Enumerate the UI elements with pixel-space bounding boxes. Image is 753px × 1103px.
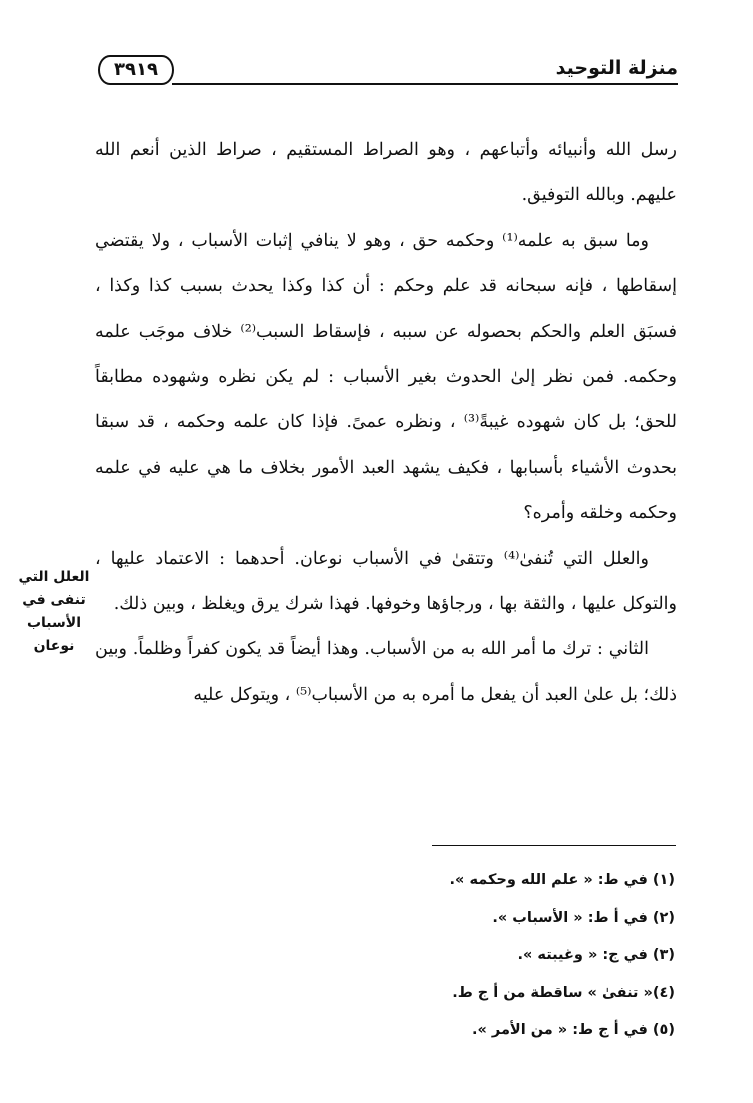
page-header [98,55,678,91]
margin-note-line: الأسباب [26,615,82,631]
main-text [95,128,677,718]
paragraph: رسل الله وأنبيائه وأتباعهم ، وهو الصراط المستقيم ، صراط الذين أنعم الله عليهم. وبالله التوفيق. [95,140,677,206]
footnote: (٣) في ج: « وغيبته ». [517,947,675,963]
footnote: (٢) في أ ط: « الأسباب ». [492,909,675,926]
footnote: (١) في ط: « علم الله وحكمه ». [449,872,675,888]
paragraph: وما سبق به علمه⁽¹⁾ وحكمه حق ، وهو لا ينافي إثبات الأسباب ، ولا يقتضي إسقاطها ، فإنه سبحانه قد علم وحكم : أن كذا وكذا يحدث بسبب كذا وكذا ، فسبَق العلم والحكم بحصوله عن سببه ، فإسقاط السبب⁽²⁾ خلاف موجَب علمه وحكمه. فمن نظر إلىٰ الحدوث بغير الأسباب : لم يكن نظره وشهوده مطابقاً للحق؛ بل كان شهوده غيبةً⁽³⁾ ، ونظره عمىً. فإذا كان علمه وحكمه ، قد سبقا بحدوث الأشياء بأسبابها ، فكيف يشهد العبد الأمور بخلاف ما هي عليه في علمه وحكمه وخلقه وأمره؟ [95,230,677,524]
footnote: (٤)« تنفىٰ » ساقطة من أ ج ط. [452,984,675,1001]
footnote-separator [432,845,676,846]
footnote: (٥) في أ ج ط: « من الأمر ». [472,1022,675,1038]
margin-note-line: العلل التي [18,569,90,585]
footnotes [295,862,675,1050]
header-rule [172,83,678,85]
margin-note [16,566,92,658]
margin-note-line: نوعان [33,638,75,654]
page-number-badge: ٣٩١٩ [98,55,174,85]
running-title: منزلة التوحيد [555,57,678,79]
paragraph: الثاني : ترك ما أمر الله به من الأسباب. وهذا أيضاً قد يكون كفراً وظلماً. وبين ذلك؛ بل علىٰ العبد أن يفعل ما أمره به من الأسباب⁽⁵⁾ ، ويتوكل عليه [95,639,677,705]
paragraph: والعلل التي تُنفىٰ⁽⁴⁾ وتتقىٰ في الأسباب نوعان. أحدهما : الاعتماد عليها ، والتوكل عليها ، والثقة بها ، ورجاؤها وخوفها. فهذا شرك يرق ويغلظ ، وبين ذلك. [95,548,677,615]
margin-note-line: تنفى في [22,592,86,608]
